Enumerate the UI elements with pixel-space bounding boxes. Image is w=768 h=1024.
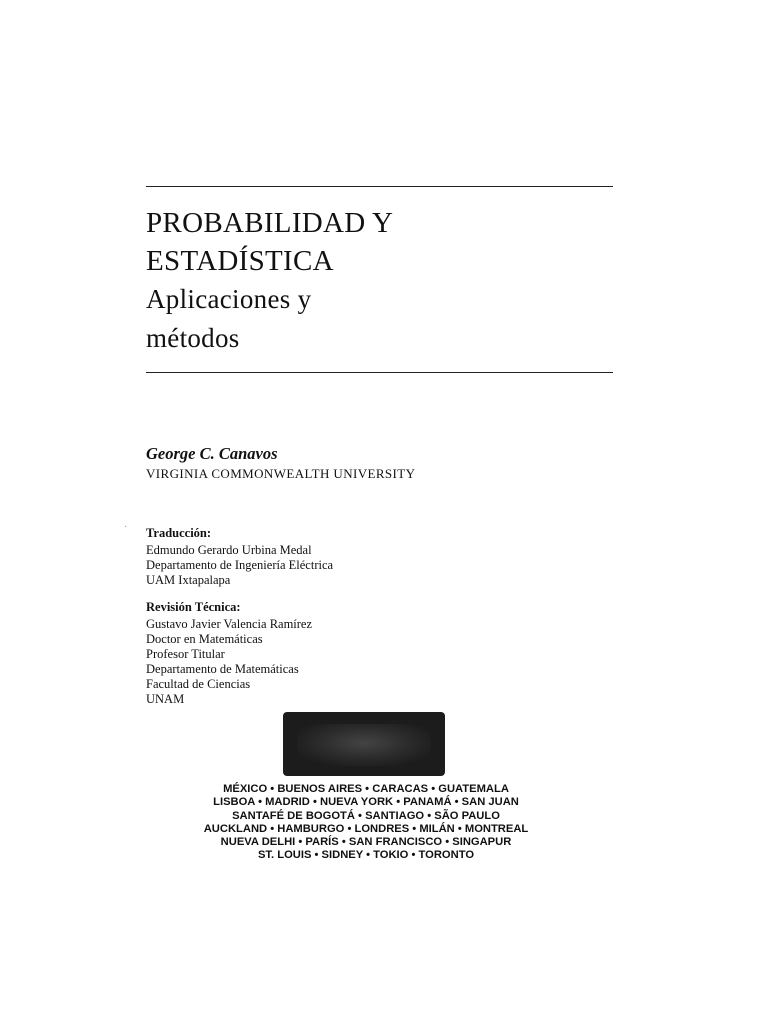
title-line-2: ESTADÍSTICA xyxy=(146,245,334,277)
city-list-line: ST. LOUIS • SIDNEY • TOKIO • TORONTO xyxy=(257,849,475,862)
publisher-cities xyxy=(150,783,582,863)
scan-speck: · xyxy=(124,522,128,533)
city-list-line: AUCKLAND • HAMBURGO • LONDRES • MILÁN • MONTREAL xyxy=(203,822,529,835)
top-rule xyxy=(146,186,613,187)
revision-line: Gustavo Javier Valencia Ramírez xyxy=(146,617,313,631)
revision-line: Profesor Titular xyxy=(146,647,225,661)
translation-line: Edmundo Gerardo Urbina Medal xyxy=(146,543,312,557)
title-line-1: PROBABILIDAD Y xyxy=(146,207,394,239)
publisher-logo-mark xyxy=(297,724,431,766)
author-name: George C. Canavos xyxy=(146,444,278,463)
revision-credits xyxy=(146,600,312,707)
translation-line: UAM Ixtapalapa xyxy=(146,573,231,587)
city-list-line: MÉXICO • BUENOS AIRES • CARACAS • GUATEMALA xyxy=(223,783,509,795)
author-affiliation: VIRGINIA COMMONWEALTH UNIVERSITY xyxy=(146,466,416,481)
revision-line: Facultad de Ciencias xyxy=(146,677,251,691)
publisher-logo xyxy=(283,712,445,776)
translation-credits xyxy=(146,526,333,588)
translation-heading: Traducción: xyxy=(146,526,212,540)
revision-line: Doctor en Matemáticas xyxy=(146,632,263,646)
translation-line: Departamento de Ingeniería Eléctrica xyxy=(146,558,334,572)
subtitle-line-1: Aplicaciones y xyxy=(146,284,312,314)
city-list-line: NUEVA DELHI • PARÍS • SAN FRANCISCO • SINGAPUR xyxy=(220,836,512,849)
revision-line: UNAM xyxy=(146,692,185,706)
revision-line: Departamento de Matemáticas xyxy=(146,662,299,676)
subtitle-line-2: métodos xyxy=(146,323,240,353)
bottom-rule xyxy=(146,372,613,373)
city-list-line: SANTAFÉ DE BOGOTÁ • SANTIAGO • SÃO PAULO xyxy=(232,809,500,822)
city-list-line: LISBOA • MADRID • NUEVA YORK • PANAMÁ • SAN JUAN xyxy=(213,796,519,809)
revision-heading: Revisión Técnica: xyxy=(146,600,241,614)
